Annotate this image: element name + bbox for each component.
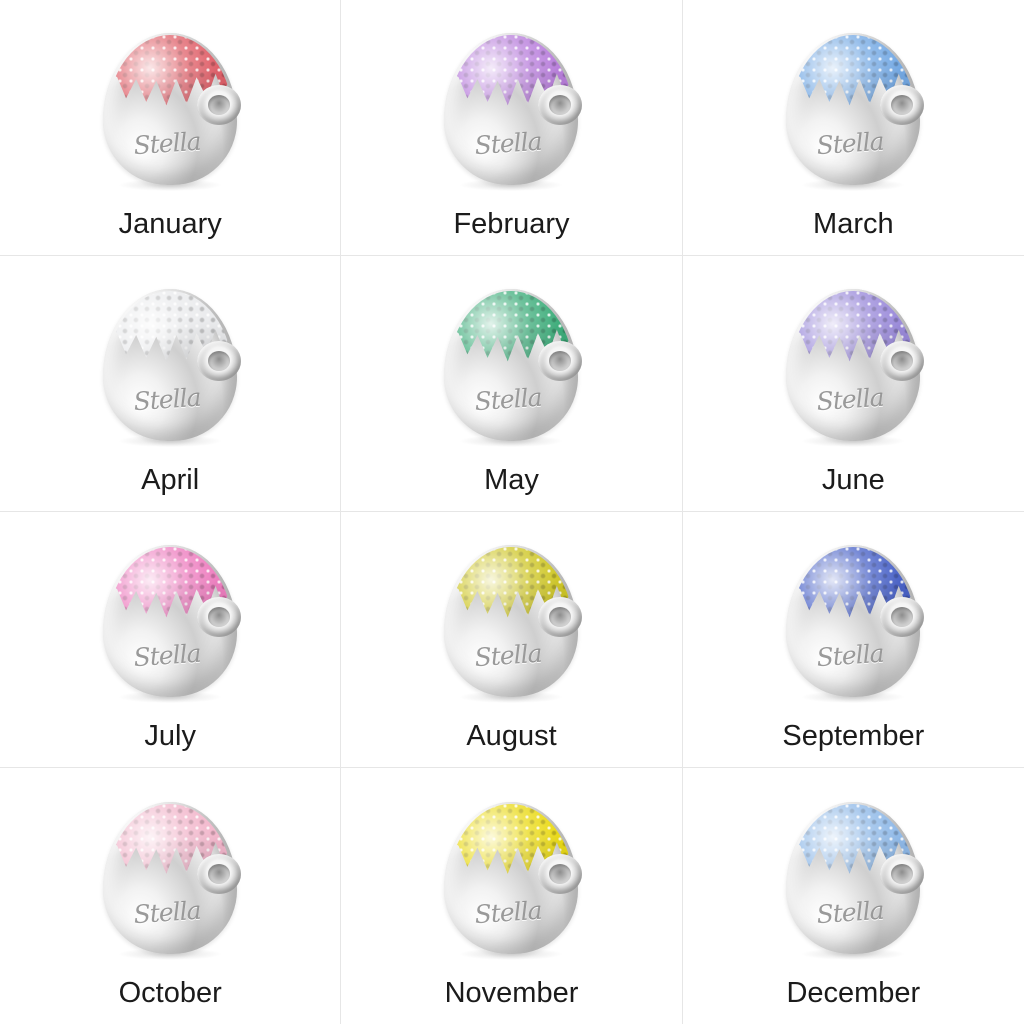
birthstone-cell-june[interactable] [683,256,1024,512]
bead-engraving-text: Stella [474,895,543,929]
bead-engraving-text: Stella [815,895,885,929]
bead-engraving-text: Stella [132,638,202,673]
birthstone-cell-february[interactable] [341,0,682,256]
bead-image-june[interactable] [758,280,948,450]
bead-image-january[interactable] [75,24,265,194]
birthstone-cell-april[interactable] [0,256,341,512]
charm-bead-icon [444,289,578,441]
month-label: July [144,720,196,752]
bead-engraving-text: Stella [474,126,543,161]
month-label: June [821,464,885,496]
bead-image-august[interactable] [416,536,606,706]
charm-bead-icon [786,289,920,441]
bead-threading-hole [197,854,241,894]
bead-image-april[interactable] [75,280,265,450]
bead-image-december[interactable] [758,793,948,963]
bead-engraving-text: Stella [132,382,202,417]
birthstone-cell-may[interactable] [341,256,682,512]
month-label: April [141,464,200,496]
month-label: August [466,720,557,752]
month-label: January [118,208,222,240]
charm-bead-icon [444,802,578,954]
charm-bead-icon [103,289,237,441]
bead-threading-hole [880,854,924,894]
bead-engraving-text: Stella [474,382,543,417]
bead-threading-hole [197,597,241,637]
month-label: March [813,208,894,240]
charm-bead-icon [786,802,920,954]
month-label: September [782,720,925,752]
charm-bead-icon [103,545,237,697]
month-label: October [118,976,222,1009]
bead-image-february[interactable] [416,24,606,194]
bead-image-september[interactable] [758,536,948,706]
month-label: May [484,464,539,496]
bead-threading-hole [197,341,241,381]
birthstone-cell-july[interactable] [0,512,341,768]
bead-engraving-text: Stella [132,895,202,929]
charm-bead-icon [444,33,578,185]
bead-engraving-text: Stella [815,638,885,673]
birthstone-cell-october[interactable] [0,768,341,1024]
charm-bead-icon [444,545,578,697]
bead-engraving-text: Stella [132,126,202,161]
month-label: February [453,208,570,240]
birthstone-cell-january[interactable] [0,0,341,256]
charm-bead-icon [103,33,237,185]
birthstone-cell-december[interactable] [683,768,1024,1024]
birthstone-cell-september[interactable] [683,512,1024,768]
bead-threading-hole [538,854,582,894]
bead-image-november[interactable] [416,793,606,963]
bead-engraving-text: Stella [815,382,885,417]
birthstone-cell-march[interactable] [683,0,1024,256]
birthstone-cell-august[interactable] [341,512,682,768]
month-label: December [786,976,921,1009]
bead-engraving-text: Stella [474,638,543,673]
bead-image-march[interactable] [758,24,948,194]
bead-threading-hole [197,85,241,125]
charm-bead-icon [786,33,920,185]
bead-image-october[interactable] [75,793,265,963]
charm-bead-icon [103,802,237,954]
month-label: November [444,976,579,1009]
bead-engraving-text: Stella [815,126,885,161]
bead-image-july[interactable] [75,536,265,706]
bead-image-may[interactable] [416,280,606,450]
charm-bead-icon [786,545,920,697]
birthstone-cell-november[interactable] [341,768,682,1024]
